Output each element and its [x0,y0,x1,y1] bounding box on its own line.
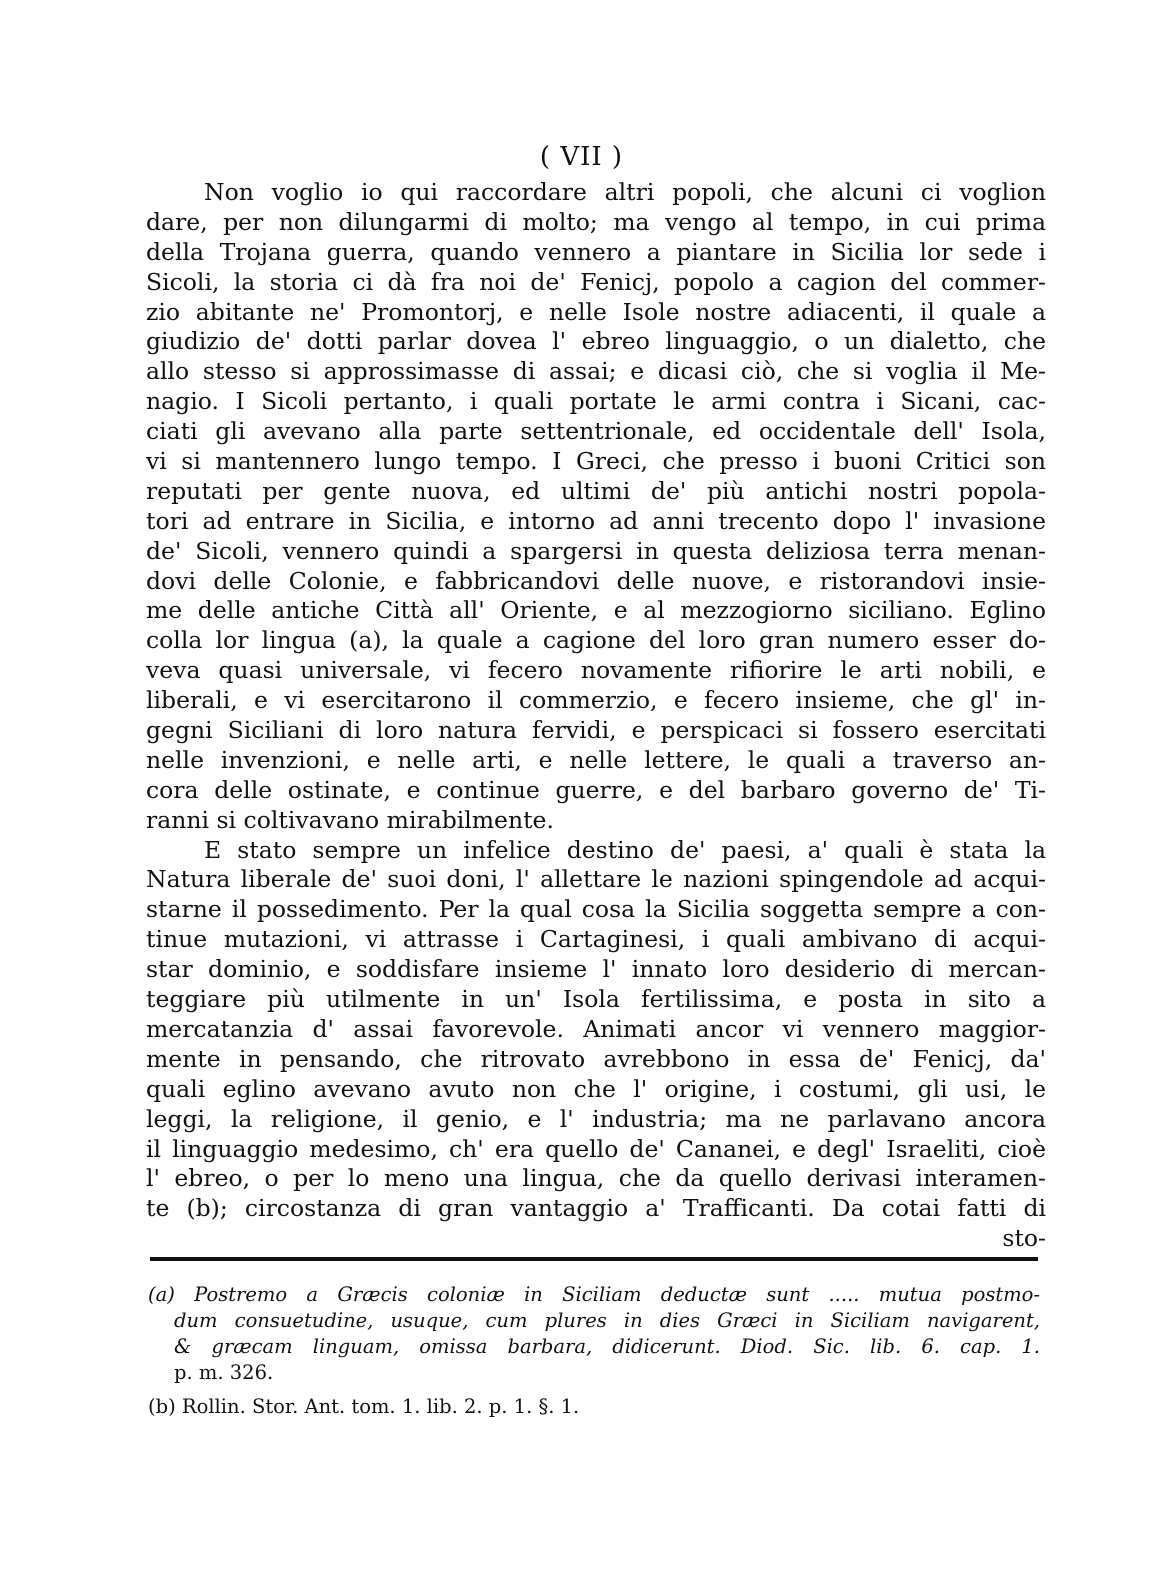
text-line: starne il possedimento. Per la qual cosa la Sicilia soggetta sempre a con- [146,895,1046,924]
footnotes [148,1282,1040,1420]
footnote-rule [150,1257,1038,1261]
text-line: dare, per non dilungarmi di molto; ma vengo al tempo, in cui prima [146,207,1046,236]
text-line: zio abitante ne' Promontorj, e nelle Isole nostre adiacenti, il quale a [146,297,1046,326]
text-line: gegni Siciliani di loro natura fervidi, e perspicaci si fossero esercitati [146,716,1046,745]
text-line: ranni si coltivavano mirabilmente. [146,805,554,834]
text-line: veva quasi universale, vi fecero novamente rifiorire le arti nobili, e [146,656,1046,685]
text-line: giudizio de' dotti parlar dovea l' ebreo linguaggio, o un dialetto, che [146,327,1046,356]
text-line: dovi delle Colonie, e fabbricandovi delle nuove, e ristorandovi insie- [146,566,1046,595]
text-line: vi si mantennero lungo tempo. I Greci, che presso i buoni Critici son [146,447,1046,476]
footnote-a [148,1282,1040,1386]
text-line: me delle antiche Città all' Oriente, e al mezzogiorno siciliano. Eglino [146,596,1046,625]
paragraph-1 [146,178,1046,836]
text-line: star dominio, e soddisfare insieme l' innato loro desiderio di mercan- [146,955,1046,984]
text-line: reputati per gente nuova, ed ultimi de' più antichi nostri popola- [146,476,1046,505]
text-line: mercatanzia d' assai favorevole. Animati ancor vi vennero maggior- [146,1014,1046,1043]
footnote-line: p. m. 326. [174,1361,274,1384]
paragraph-2 [146,836,1046,1254]
page-number: ( VII ) [539,142,624,172]
text-line: teggiare più utilmente in un' Isola fertilissima, e posta in sito a [146,985,1046,1014]
text-line: l' ebreo, o per lo meno una lingua, che da quello derivasi interamen- [146,1164,1046,1193]
text-line: Sicoli, la storia ci dà fra noi de' Fenicj, popolo a cagion del commer- [146,267,1046,296]
text-line: nagio. I Sicoli pertanto, i quali portate le armi contra i Sicani, cac- [146,387,1046,416]
text-line: il linguaggio medesimo, ch' era quello de' Cananei, e degl' Israeliti, cioè [146,1134,1046,1163]
text-line: te (b); circostanza di gran vantaggio a' Trafficanti. Da cotai fatti di [146,1194,1046,1223]
text-line: ciati gli avevano alla parte settentrionale, ed occidentale dell' Isola, [146,417,1046,446]
text-line: colla lor lingua (a), la quale a cagione del loro gran numero esser do- [146,626,1046,655]
text-line: E stato sempre un infelice destino de' paesi, a' quali è stata la [204,835,1046,864]
text-line: tori ad entrare in Sicilia, e intorno ad anni trecento dopo l' invasione [146,506,1046,535]
text-line: Non voglio io qui raccordare altri popoli, che alcuni ci voglion [204,178,1046,206]
text-line: Natura liberale de' suoi doni, l' allettare le nazioni spingendole ad acqui- [146,865,1046,894]
text-line: tinue mutazioni, vi attrasse i Cartaginesi, i quali ambivano di acqui- [146,925,1046,954]
text-line: de' Sicoli, vennero quindi a spargersi in questa deliziosa terra menan- [146,536,1046,565]
text-line: cora delle ostinate, e continue guerre, e del barbaro governo de' Ti- [146,775,1046,804]
text-line: quali eglino avevano avuto non che l' origine, i costumi, gli usi, le [146,1074,1046,1103]
footnote-line: (b) Rollin. Stor. Ant. tom. 1. lib. 2. p. 1. §. 1. [148,1395,580,1418]
footnote-line: (a) Postremo a Græcis coloniæ in Siciliam deductæ sunt ..... mutua postmo- [148,1283,1040,1306]
text-line: leggi, la religione, il genio, e l' industria; ma ne parlavano ancora [146,1104,1046,1133]
text-line: della Trojana guerra, quando vennero a piantare in Sicilia lor sede i [146,237,1046,266]
text-line: allo stesso si approssimasse di assai; e dicasi ciò, che si voglia il Me- [146,357,1046,386]
footnote-b [148,1394,1040,1420]
text-line: liberali, e vi esercitarono il commerzio, e fecero insieme, che gl' in- [146,686,1046,715]
text-line: nelle invenzioni, e nelle arti, e nelle lettere, le quali a traverso an- [146,745,1046,774]
text-line: mente in pensando, che ritrovato avrebbono in essa de' Fenicj, da' [146,1044,1046,1073]
footnote-line: dum consuetudine, usuque, cum plures in dies Græci in Siciliam navigarent, [174,1309,1040,1332]
catchword: sto- [1002,1224,1046,1253]
footnote-line: & græcam linguam, omissa barbara, didicerunt. Diod. Sic. lib. 6. cap. 1. [174,1335,1040,1358]
main-text [146,178,1046,1254]
